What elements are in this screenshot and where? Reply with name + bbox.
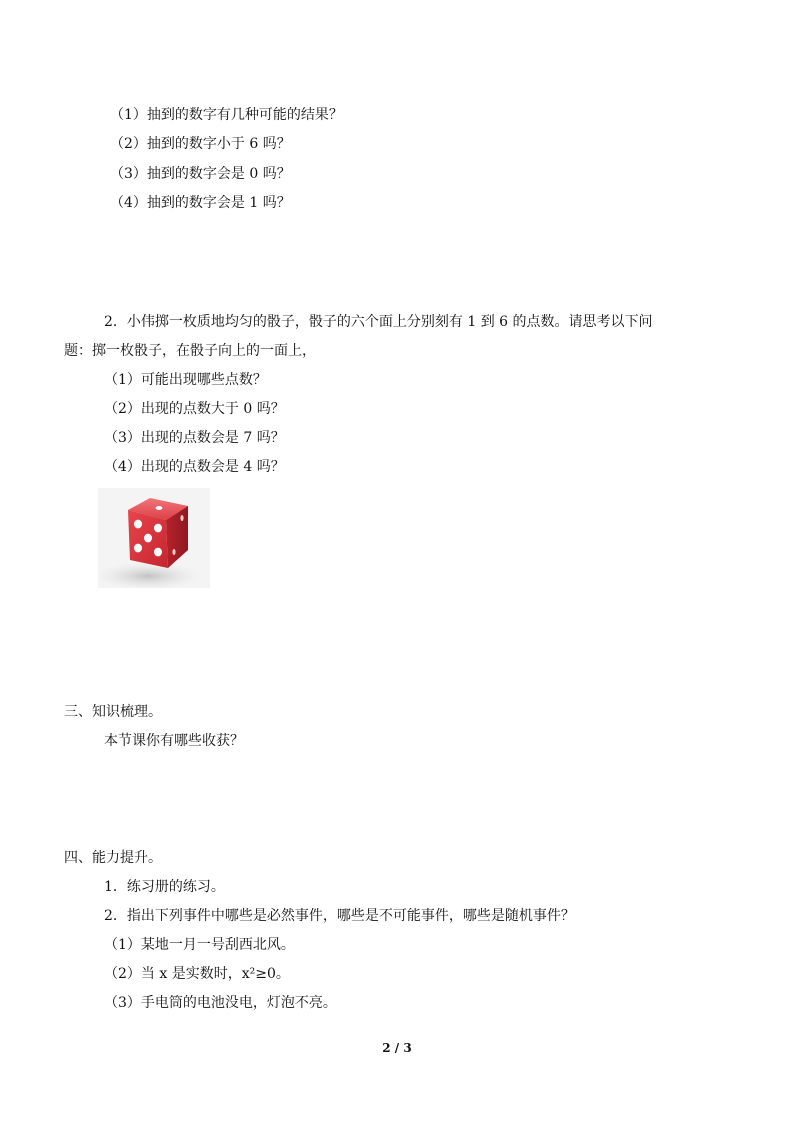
question-item: （3）出现的点数会是 7 吗？ [104,430,285,446]
section-4-heading: 四、能力提升。 [64,850,162,866]
question-item: （2）出现的点数大于 0 吗？ [104,401,285,417]
question-item: （1）某地一月一号刮西北风。 [104,937,295,953]
question-item: （2）抽到的数字小于 6 吗？ [110,136,291,152]
question-item: （1）可能出现哪些点数？ [104,372,267,388]
page-number: 2 / 3 [382,1041,412,1055]
question-item: （4）抽到的数字会是 1 吗？ [110,195,291,211]
section-4-q2: 2．指出下列事件中哪些是必然事件，哪些是不可能事件，哪些是随机事件？ [104,908,575,924]
section-3-text: 本节课你有哪些收获？ [104,733,244,749]
problem-2-text: 2．小伟掷一枚质地均匀的骰子，骰子的六个面上分别刻有 1 到 6 的点数。请思考以下问 [104,314,653,330]
dice-icon [98,488,210,588]
question-item: （3）手电筒的电池没电，灯泡不亮。 [104,995,337,1011]
problem-2-text-cont: 题：掷一枚骰子，在骰子向上的一面上， [64,343,316,359]
question-item: （3）抽到的数字会是 0 吗？ [110,166,291,182]
dice-illustration [98,488,210,588]
section-4-q1: 1．练习册的练习。 [104,879,225,895]
question-item: （4）出现的点数会是 4 吗？ [104,459,285,475]
question-item: （1）抽到的数字有几种可能的结果？ [110,107,343,123]
section-3-heading: 三、知识梳理。 [64,704,162,720]
question-item: （2）当 x 是实数时，x²≥0。 [104,966,290,982]
